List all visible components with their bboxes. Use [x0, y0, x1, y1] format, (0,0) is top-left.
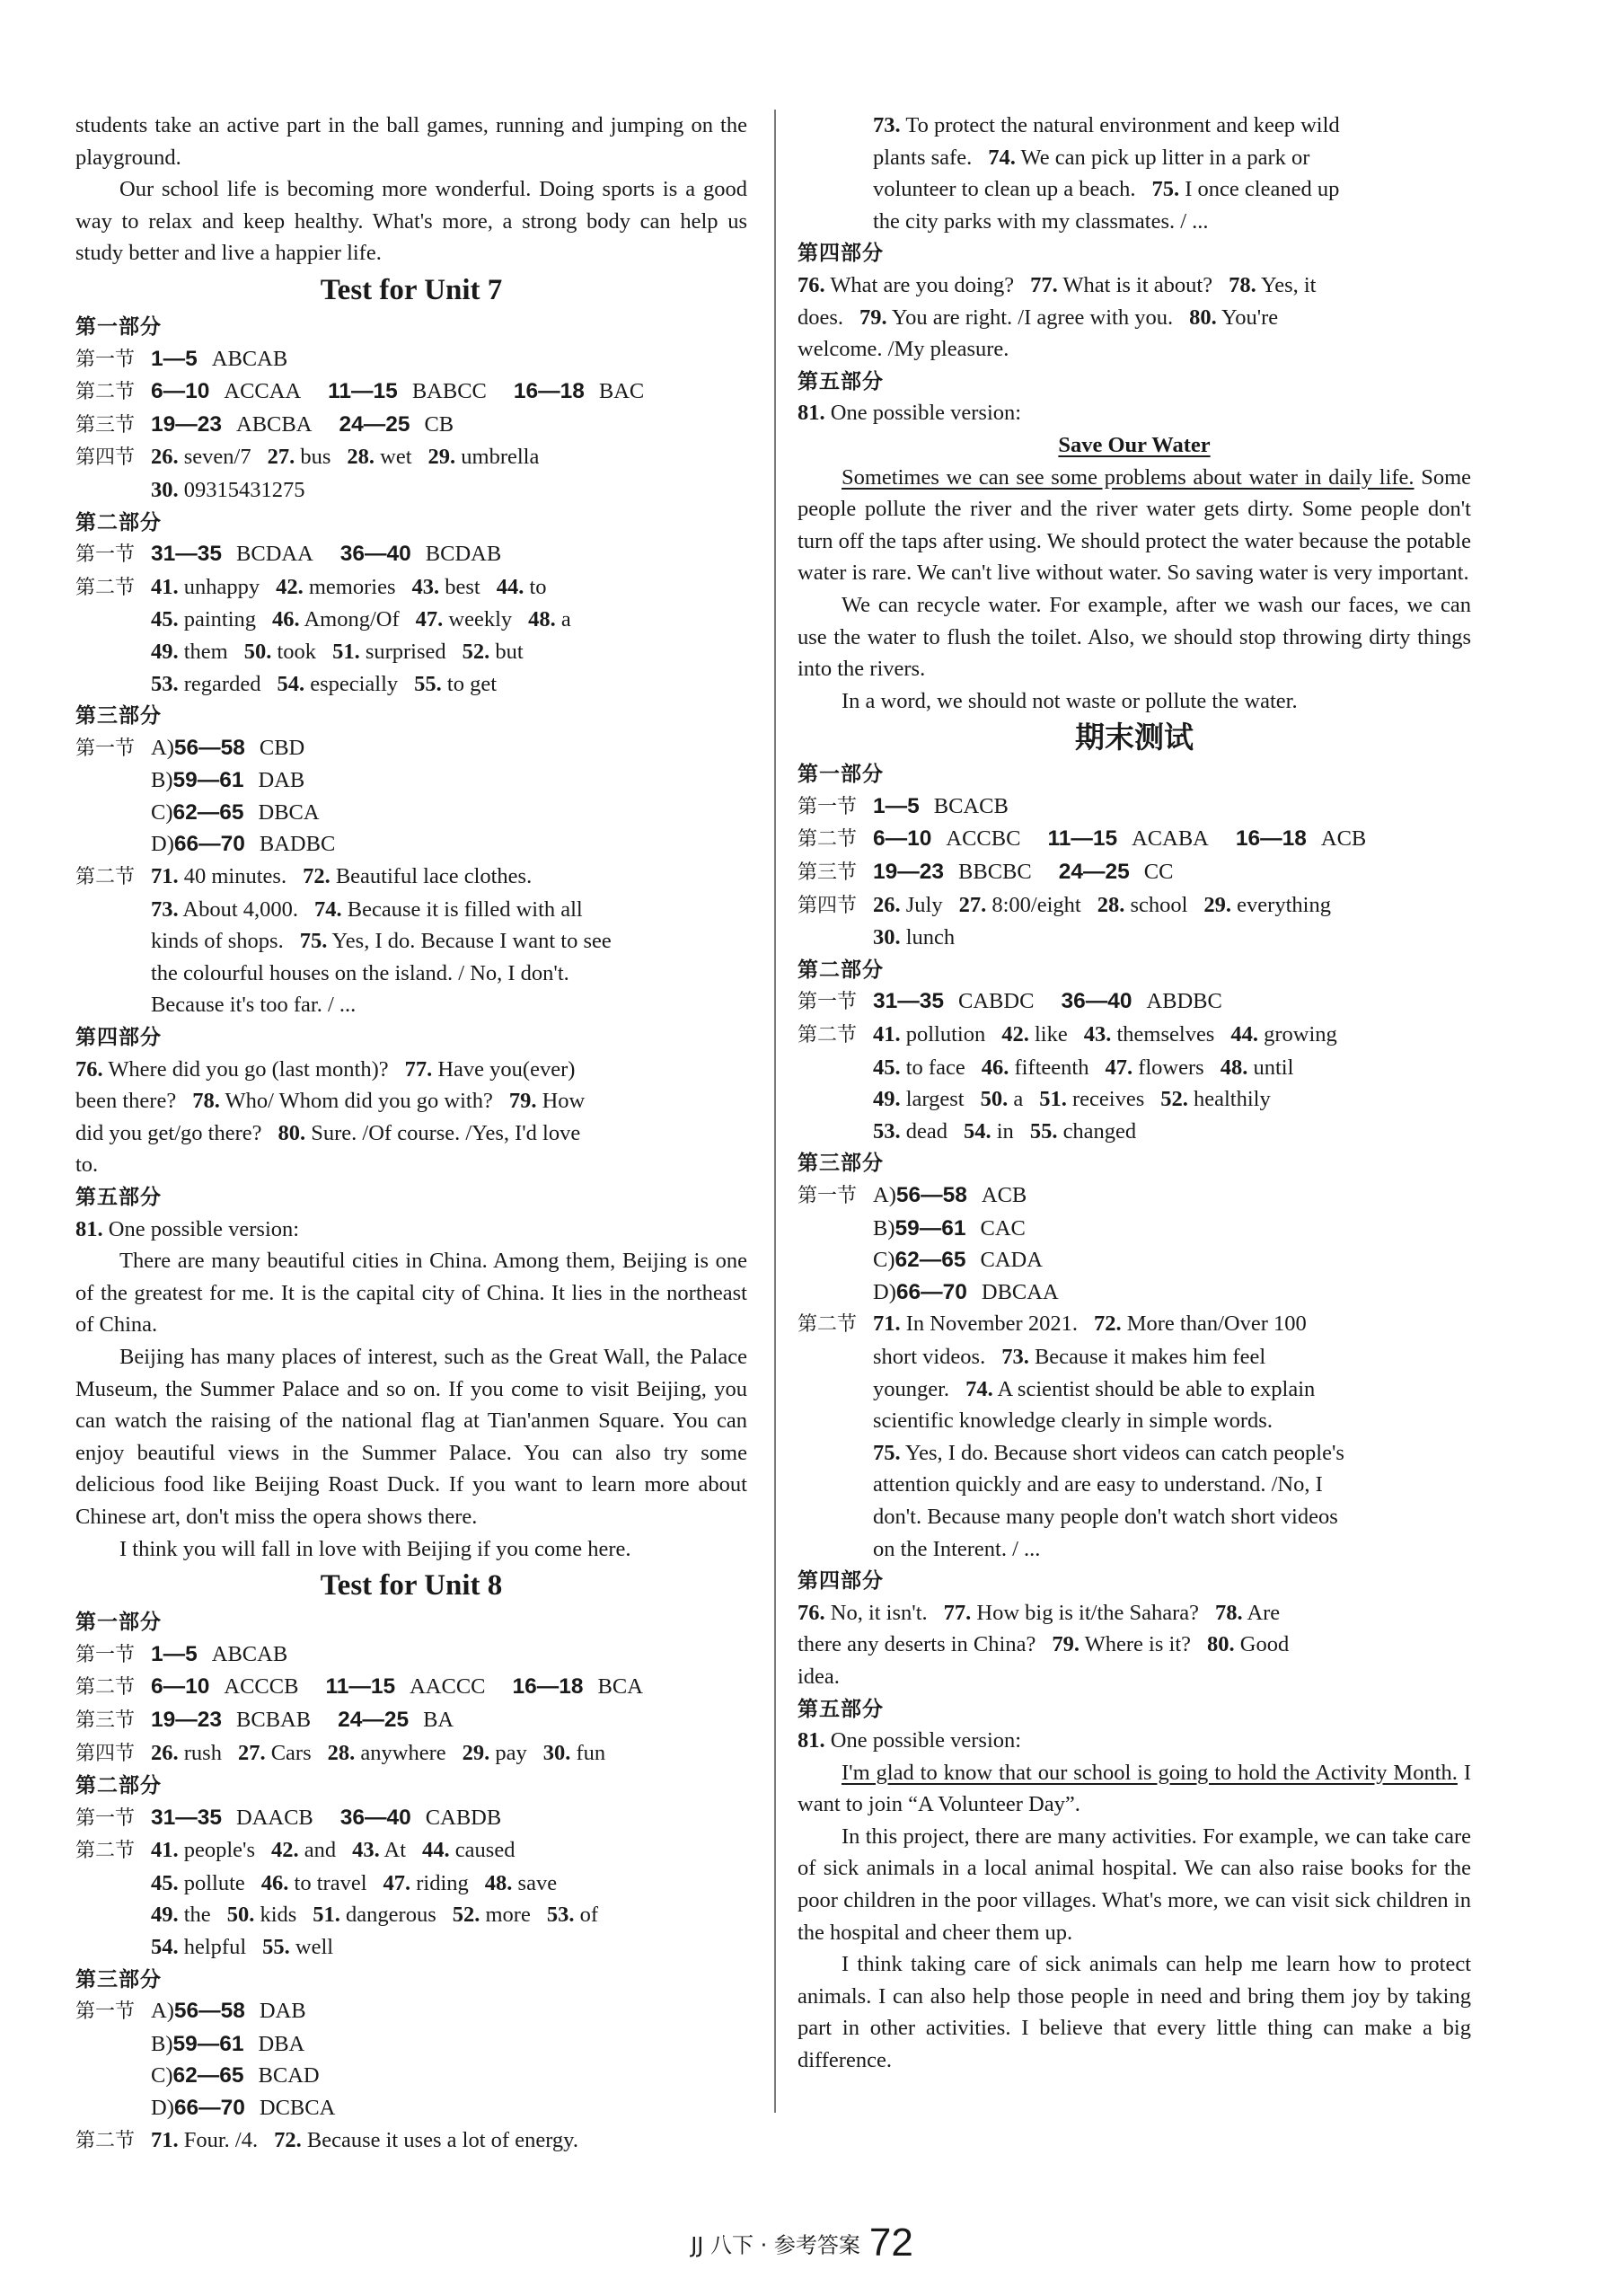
final-p3-s2-line5: 75. Yes, I do. Because short videos can catch people's — [873, 1440, 1344, 1465]
unit8-p1-s1: 第一节 1—5 ABCAB — [75, 1641, 288, 1666]
right-column — [798, 110, 1471, 2077]
final-p3-s2-line4: scientific knowledge clearly in simple words. — [873, 1409, 1273, 1434]
water-essay-paragraph-1: Sometimes we can see some problems about water in daily life. Some people pollute the river and the river water gets dirty. Some people don't turn off the taps after using. We should protect the water because the potable water is rare. We can't live without water. So saving water is very important. — [798, 464, 1471, 586]
final-p4-line2: there any deserts in China? 79. Where is it? 80. Good — [798, 1632, 1290, 1657]
unit8-p5-intro: 81. One possible version: — [798, 401, 1022, 426]
unit7-p4-line3: did you get/go there? 80. Sure. /Of course. /Yes, I'd love — [75, 1120, 581, 1145]
unit7-p1-s3: 第三节 19—23 ABCBA 24—25 CB — [75, 411, 454, 437]
final-p4-line1: 76. No, it isn't. 77. How big is it/the Sahara? 78. Are — [798, 1600, 1281, 1625]
final-part2-heading: 第二部分 — [798, 957, 884, 981]
unit7-part5-heading: 第五部分 — [75, 1185, 162, 1208]
unit7-part4-heading: 第四部分 — [75, 1025, 162, 1049]
unit8-title: Test for Unit 8 — [320, 1569, 503, 1603]
final-p1-s4: 第四节 26. July 27. 8:00/eight 28. school 29. everything — [798, 892, 1331, 917]
unit7-essay-paragraph-1: There are many beautiful cities in China. Among them, Beijing is one of the greatest for me. It is the capital city of China. It lies in the northeast of China. — [75, 1249, 747, 1338]
intro-paragraph-2: Our school life is becoming more wonderful. Doing sports is a good way to relax and keep healthy. What's more, a strong body can help us study better and live a happier life. — [75, 177, 747, 266]
volunteer-essay-paragraph-3: I think taking care of sick animals can help me learn how to protect animals. I can also help those people in need and bring them joy by taking part in other activities. I believe that every little thing can make a big difference. — [798, 1952, 1471, 2073]
unit7-essay-paragraph-2: Beijing has many places of interest, such as the Great Wall, the Palace Museum, the Summer Palace and so on. If you come to visit Beijing, you can watch the raising of the national flag at Tian'anmen Square. You can enjoy beautiful views in the Summer Palace. You can also try some delicious food like Beijing Roast Duck. If you want to learn more about Chinese art, don't miss the opera shows there. — [75, 1344, 747, 1529]
unit8-p3-s1-d: D)66—70 DCBCA — [151, 2096, 336, 2121]
unit7-p1-s4-cont: 30. 09315431275 — [151, 477, 305, 502]
unit8-p3-s1-c: C)62—65 BCAD — [151, 2063, 320, 2088]
unit7-p3-s2-line1: 第二节 71. 40 minutes. 72. Beautiful lace clothes. — [75, 864, 533, 889]
final-p3-s2-line8: on the Interent. / ... — [873, 1536, 1041, 1561]
unit8-p2-s2-line3: 49. the 50. kids 51. dangerous 52. more 53. of — [151, 1903, 598, 1928]
unit8-p3-s2-line2: 73. To protect the natural environment and keep wild — [873, 113, 1340, 137]
unit8-p3-s2-line1: 第二节 71. Four. /4. 72. Because it uses a lot of energy. — [75, 2127, 578, 2152]
unit7-p2-s2-line2: 45. painting 46. Among/Of 47. weekly 48. a — [151, 607, 571, 632]
final-p3-s2-line3: younger. 74. A scientist should be able to explain — [873, 1376, 1316, 1401]
unit7-p2-s1: 第一节 31—35 BCDAA 36—40 BCDAB — [75, 542, 502, 567]
final-p1-s1: 第一节 1—5 BCACB — [798, 793, 1009, 818]
unit7-p3-s2-line3: kinds of shops. 75. Yes, I do. Because I want to see — [151, 929, 612, 954]
unit8-p3-s2-line3: plants safe. 74. We can pick up litter in a park or — [873, 145, 1310, 170]
unit8-p4-line2: does. 79. You are right. /I agree with you. 80. You're — [798, 305, 1279, 330]
unit7-title: Test for Unit 7 — [320, 273, 503, 306]
unit7-p3-s2-line2: 73. About 4,000. 74. Because it is filled with all — [151, 896, 583, 922]
unit8-part2-heading: 第二部分 — [75, 1773, 162, 1797]
unit7-p4-line4: to. — [75, 1152, 99, 1178]
unit7-p3-s2-line5: Because it's too far. / ... — [151, 993, 357, 1018]
unit8-p2-s2-line1: 第二节 41. people's 42. and 43. At 44. caused — [75, 1838, 516, 1863]
final-p4-line3: idea. — [798, 1664, 840, 1689]
footer-label: JJ 八下 · 参考答案 — [691, 2232, 860, 2258]
unit7-p2-s2-line3: 49. them 50. took 51. surprised 52. but — [151, 639, 524, 664]
final-part5-heading: 第五部分 — [798, 1696, 884, 1720]
final-p3-s2-line1: 第二节 71. In November 2021. 72. More than/Over 100 — [798, 1311, 1307, 1337]
final-test-title: 期末测试 — [1075, 720, 1194, 755]
unit7-p1-s4: 第四节 26. seven/7 27. bus 28. wet 29. umbrella — [75, 445, 540, 470]
unit8-p3-s2-line5: the city parks with my classmates. / ... — [873, 208, 1209, 234]
final-p5-intro: 81. One possible version: — [798, 1728, 1022, 1753]
unit8-p3-s1-b: B)59—61 DBA — [151, 2031, 305, 2056]
unit7-p1-s1: 第一节 1—5 ABCAB — [75, 346, 288, 371]
final-part3-heading: 第三部分 — [798, 1151, 884, 1175]
unit7-p2-s2-line1: 第二节 41. unhappy 42. memories 43. best 44. to — [75, 574, 547, 599]
final-part1-heading: 第一部分 — [798, 762, 884, 786]
unit7-p3-s2-line4: the colourful houses on the island. / No, I don't. — [151, 960, 569, 985]
unit7-part2-heading: 第二部分 — [75, 509, 162, 534]
unit7-p5-intro: 81. One possible version: — [75, 1216, 300, 1241]
essay-title-save-our-water: Save Our Water — [1058, 432, 1211, 457]
unit7-p2-s2-line4: 53. regarded 54. especially 55. to get — [151, 671, 498, 696]
intro-paragraph-1: students take an active part in the ball games, running and jumping on the playground. — [75, 113, 747, 170]
unit8-p3-s1-a: 第一节 A)56—58 DAB — [75, 1999, 306, 2024]
page-number: 72 — [868, 2221, 913, 2265]
unit8-part4-heading: 第四部分 — [798, 241, 884, 265]
unit7-part1-heading: 第一部分 — [75, 313, 162, 338]
final-p3-s1-d: D)66—70 DBCAA — [873, 1279, 1059, 1304]
unit8-p2-s1: 第一节 31—35 DAACB 36—40 CABDB — [75, 1805, 502, 1830]
unit7-p3-s1-a: 第一节 A)56—58 CBD — [75, 735, 305, 760]
unit7-part3-heading: 第三部分 — [75, 703, 162, 728]
unit7-p4-line2: been there? 78. Who/ Whom did you go with? 79. How — [75, 1089, 586, 1114]
unit8-p4-line1: 76. What are you doing? 77. What is it about? 78. Yes, it — [798, 272, 1317, 297]
unit8-p2-s2-line2: 45. pollute 46. to travel 47. riding 48. save — [151, 1870, 558, 1895]
final-p3-s2-line7: don't. Because many people don't watch short videos — [873, 1504, 1338, 1529]
column-divider — [774, 110, 776, 2113]
unit7-p3-s1-c: C)62—65 DBCA — [151, 799, 320, 825]
unit8-p2-s2-line4: 54. helpful 55. well — [151, 1935, 334, 1960]
unit8-p1-s2: 第二节 6—10 ACCCB 11—15 AACCC 16—18 BCA — [75, 1674, 643, 1700]
unit8-part5-heading: 第五部分 — [798, 368, 884, 393]
unit8-part3-heading: 第三部分 — [75, 1966, 162, 1991]
unit7-p1-s2: 第二节 6—10 ACCAA 11—15 BABCC 16—18 BAC — [75, 379, 645, 404]
volunteer-essay-paragraph-2: In this project, there are many activities. For example, we can take care of sick animals in a local animal hospital. We can also raise books for the poor children in the poor villages. What's more, we can visit sick children in the hospital and cheer them up. — [798, 1824, 1471, 1945]
final-p2-s2-line3: 49. largest 50. a 51. receives 52. healthily — [873, 1087, 1271, 1112]
water-essay-paragraph-2: We can recycle water. For example, after we wash our faces, we can use the water to flush the toilet. Also, we should stop throwing dirty things into the rivers. — [798, 592, 1471, 682]
unit8-p4-line3: welcome. /My pleasure. — [798, 337, 1009, 362]
unit8-p3-s2-line4: volunteer to clean up a beach. 75. I once cleaned up — [873, 177, 1340, 202]
final-p1-s4-cont: 30. lunch — [873, 925, 956, 950]
final-p3-s2-line2: short videos. 73. Because it makes him feel — [873, 1344, 1266, 1369]
unit8-part1-heading: 第一部分 — [75, 1610, 162, 1634]
final-p3-s2-line6: attention quickly and are easy to understand. /No, I — [873, 1472, 1323, 1497]
left-column — [75, 110, 747, 2157]
page-footer — [0, 2221, 1604, 2265]
unit8-p1-s4: 第四节 26. rush 27. Cars 28. anywhere 29. pay 30. fun — [75, 1740, 606, 1765]
final-p2-s2-line4: 53. dead 54. in 55. changed — [873, 1118, 1137, 1144]
final-p2-s1: 第一节 31—35 CABDC 36—40 ABDBC — [798, 989, 1222, 1014]
final-p1-s3: 第三节 19—23 BBCBC 24—25 CC — [798, 860, 1174, 885]
volunteer-essay-paragraph-1: I'm glad to know that our school is going to hold the Activity Month. I want to join “A Volunteer Day”. — [798, 1760, 1471, 1817]
water-essay-paragraph-3: In a word, we should not waste or pollute the water. — [842, 688, 1298, 713]
unit7-p4-line1: 76. Where did you go (last month)? 77. Have you(ever) — [75, 1056, 576, 1082]
final-p3-s1-b: B)59—61 CAC — [873, 1215, 1026, 1241]
unit7-p3-s1-b: B)59—61 DAB — [151, 768, 305, 793]
final-p2-s2-line2: 45. to face 46. fifteenth 47. flowers 48. until — [873, 1055, 1294, 1080]
final-part4-heading: 第四部分 — [798, 1568, 884, 1593]
unit7-essay-paragraph-3: I think you will fall in love with Beijing if you come here. — [119, 1536, 631, 1561]
final-p1-s2: 第二节 6—10 ACCBC 11—15 ACABA 16—18 ACB — [798, 826, 1367, 852]
final-p3-s1-c: C)62—65 CADA — [873, 1248, 1043, 1273]
unit8-p1-s3: 第三节 19—23 BCBAB 24—25 BA — [75, 1707, 454, 1732]
final-p2-s2-line1: 第二节 41. pollution 42. like 43. themselves 44. growing — [798, 1022, 1337, 1047]
unit7-p3-s1-d: D)66—70 BADBC — [151, 832, 336, 857]
final-p3-s1-a: 第一节 A)56—58 ACB — [798, 1183, 1027, 1207]
